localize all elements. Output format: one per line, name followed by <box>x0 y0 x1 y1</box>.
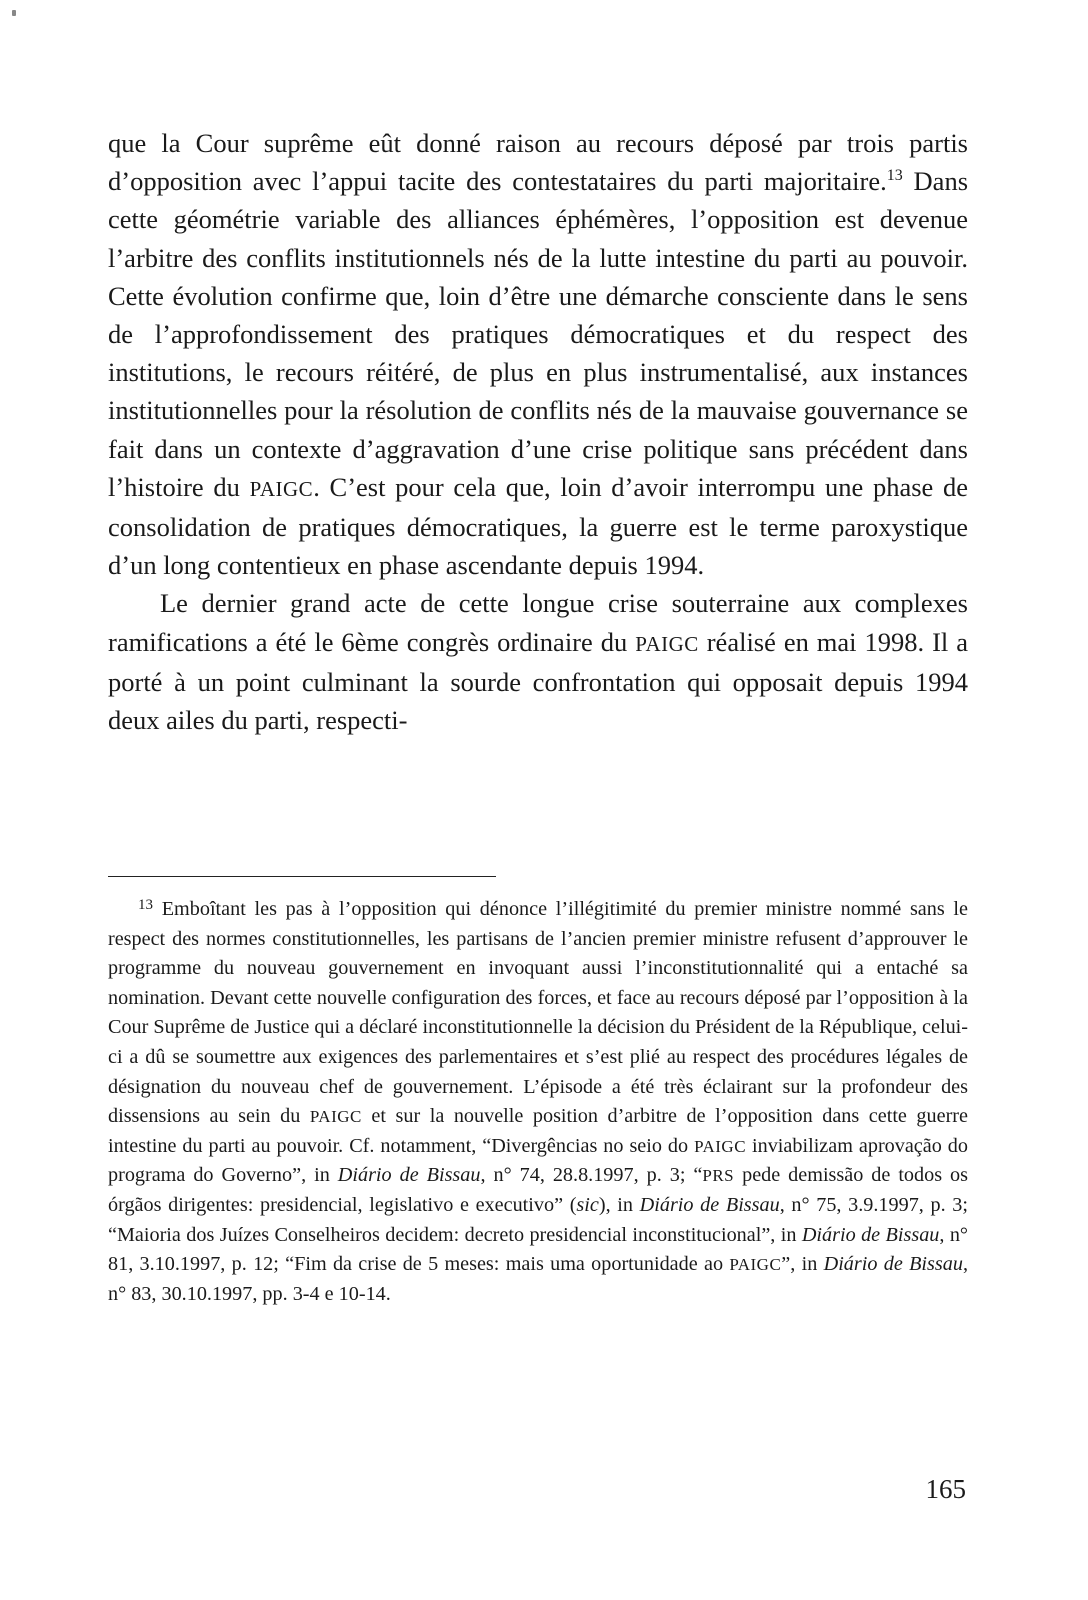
footnote-text: Emboîtant les pas à l’opposition qui dénonce l’illégitimité du premier ministre nommé sans le respect des normes constitutionnelles, les partisans de l’ancien premier ministre refusent d’approuver le programme du nouveau gouvernement en invoquant aussi l’inconstitutionnalité qui a entaché sa nomination. Devant cette nouvelle configuration des forces, et face au recours déposé par l’opposition à la Cour Suprême de Justice qui a déclaré inconstitutionnelle la décision du Président de la République, celui-ci a dû se soumettre aux exigences des parlementaires et s’est plié au respect des procédures légales de désignation du nouveau chef de gouvernement. L’épisode a été très éclairant sur la profondeur des dissensions au sein du <box>108 898 968 1128</box>
journal-title: Diário de Bissau <box>823 1253 963 1276</box>
page-number: 165 <box>925 1474 966 1504</box>
party-acronym: PAIGC <box>635 631 699 656</box>
footnote-text: , n° 74, 28.8.1997, p. 3; “ <box>480 1164 703 1187</box>
footnote-text: ”, in <box>781 1253 824 1276</box>
footnote-text: et sur la nouvelle position d’arbitre de l’opposition dans cette guerre intestine du parti au pouvoir. Cf. notamment, “Divergências no seio do <box>108 1105 968 1157</box>
party-acronym: PAIGC <box>729 1255 782 1275</box>
party-acronym: PAIGC <box>694 1136 747 1156</box>
paragraph-1 <box>108 124 968 584</box>
footnote-number: 13 <box>138 897 153 913</box>
journal-title: Diário de Bissau <box>801 1223 940 1246</box>
footnote-text: ), in <box>598 1193 640 1216</box>
paragraph-1-text-c: . C’est pour cela que, loin d’avoir interrompu une phase de consolidation de pratiques démocratiques, la guerre est le terme paroxystique d’un long contentieux en phase ascendante depuis 1994. <box>108 471 968 581</box>
scan-speck <box>12 10 16 16</box>
footnote-reference[interactable]: 13 <box>886 167 903 185</box>
sic-note: sic <box>576 1193 599 1216</box>
footnote-text: , n° 83, 30.10.1997, pp. 3-4 e 10-14. <box>108 1253 968 1305</box>
paragraph-1-text-a: que la Cour suprême eût donné raison au recours déposé par trois partis d’opposition avec l’appui tacite des contestataires du parti majoritaire. <box>108 128 968 197</box>
footnote-text: inviabilizam aprovação do programa do Governo”, in <box>108 1134 968 1187</box>
journal-title: Diário de Bissau <box>639 1193 780 1216</box>
party-acronym: PAIGC <box>249 476 314 501</box>
paragraph-2-text-a: Le dernier grand acte de cette longue crise souterraine aux complexes ramifications a été le 6ème congrès ordinaire du <box>108 588 968 657</box>
party-acronym: PAIGC <box>309 1107 362 1127</box>
party-acronym: PRS <box>702 1166 735 1186</box>
footnote-text: pede demissão de todos os órgãos dirigentes: presidencial, legislativo e executivo” ( <box>108 1164 968 1216</box>
footnote-separator <box>108 876 496 877</box>
footnote-text: , n° 75, 3.9.1997, p. 3; “Maioria dos Juízes Conselheiros decidem: decreto presidencial inconstitucional”, in <box>108 1193 969 1246</box>
footnote-text: , n° 81, 3.10.1997, p. 12; “Fim da crise de 5 meses: mais uma oportunidade ao <box>108 1223 969 1276</box>
paragraph-1-text-b: Dans cette géométrie variable des alliances éphémères, l’opposition est devenue l’arbitre des conflits institutionnels nés de la lutte intestine du parti au pouvoir. Cette évolution confirme que, loin d’être une démarche consciente dans le sens de l’approfondissement des pratiques démocratiques et du respect des institutions, le recours réitéré, de plus en plus instrumentalisé, aux instances institutionnelles pour la résolution de conflits nés de la mauvaise gouvernance se fait dans un contexte d’aggravation d’une crise politique sans précédent dans l’histoire du <box>108 166 969 502</box>
footnote-13 <box>108 895 968 1309</box>
main-text <box>108 124 968 739</box>
journal-title: Diário de Bissau <box>337 1164 481 1187</box>
paragraph-2 <box>108 584 968 739</box>
paragraph-2-text-b: réalisé en mai 1998. Il a porté à un point culminant la sourde confrontation qui opposait depuis 1994 deux ailes du parti, respecti- <box>108 626 968 736</box>
